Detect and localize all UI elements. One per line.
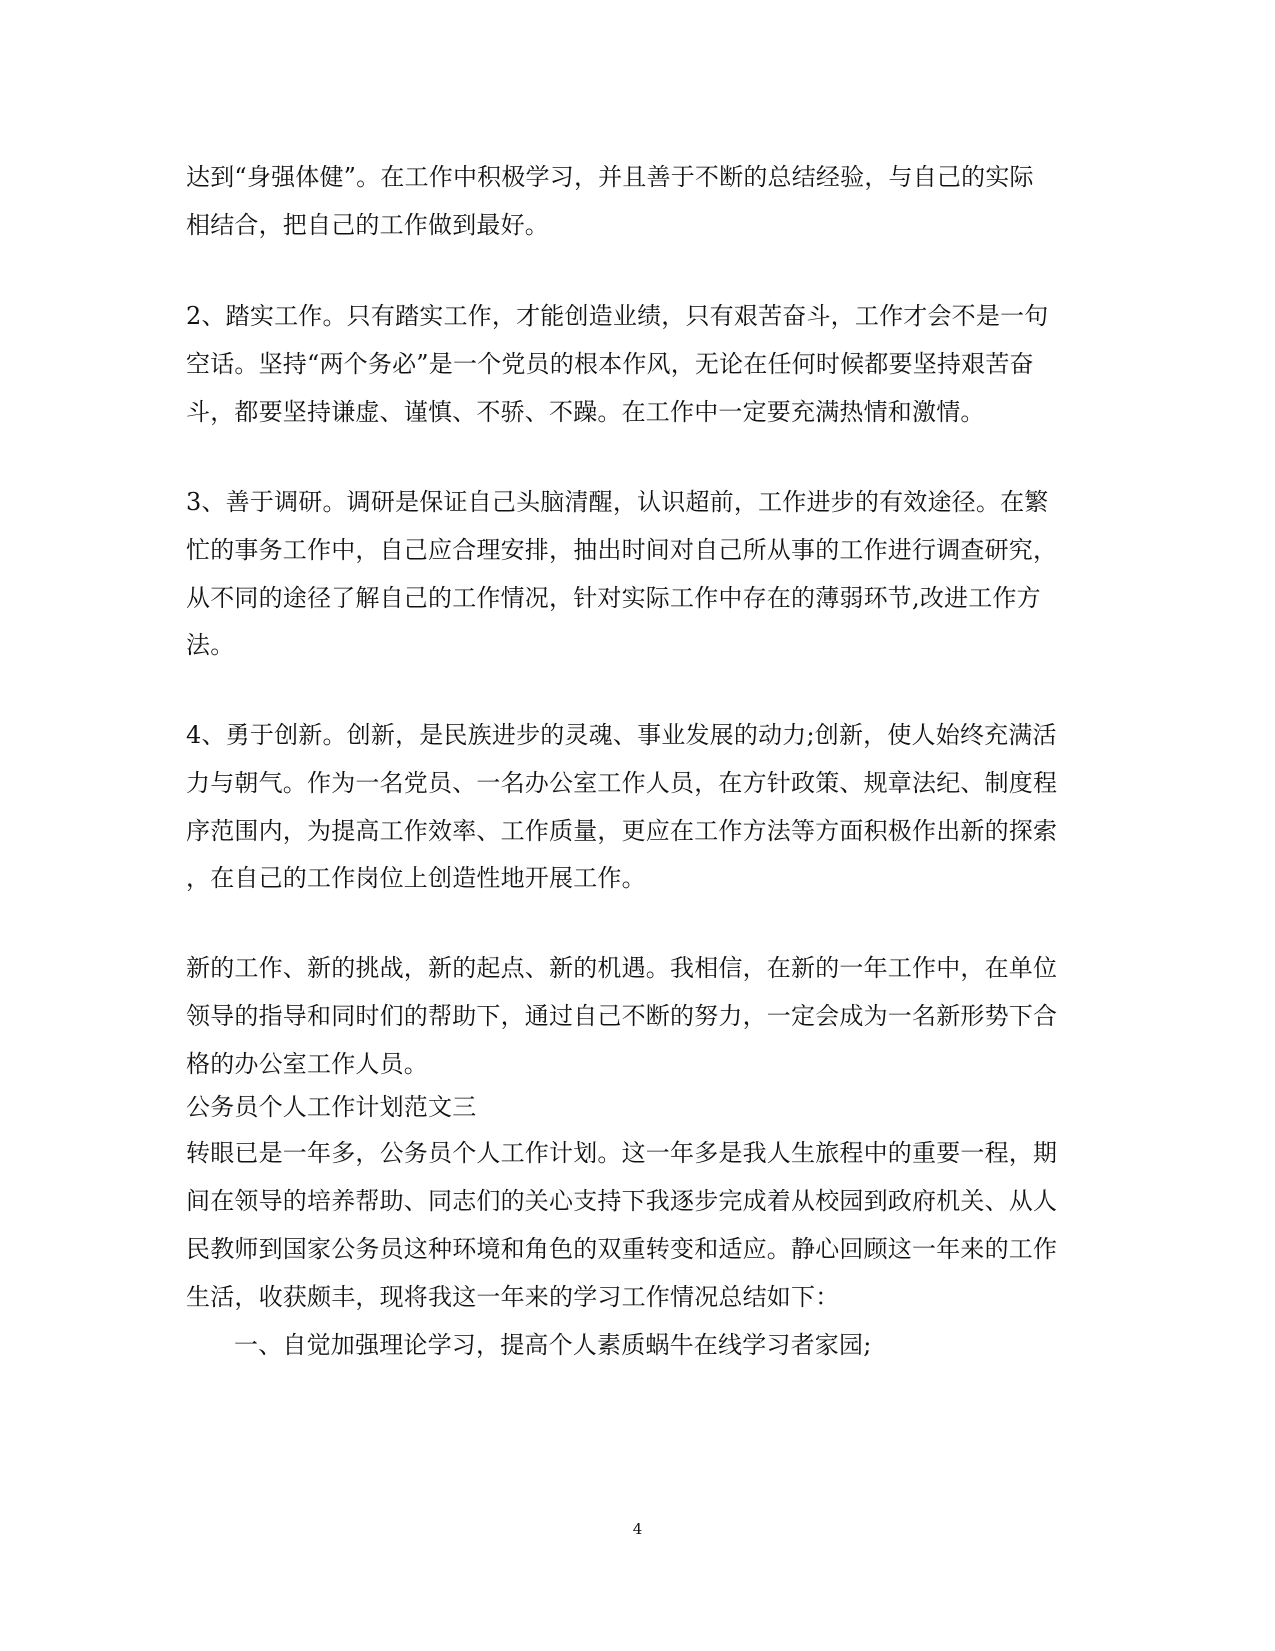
text-line: 领导的指导和同时们的帮助下，通过自己不断的努力，一定会成为一名新形势下合: [186, 1002, 1058, 1030]
text-line: 序范围内，为提高工作效率、工作质量，更应在工作方法等方面积极作出新的探索: [186, 817, 1058, 845]
section-title: 公务员个人工作计划范文三: [186, 1093, 477, 1121]
text-line: 3、善于调研。调研是保证自己头脑清醒，认识超前，工作进步的有效途径。在繁: [186, 488, 1049, 516]
text-line: 新的工作、新的挑战，新的起点、新的机遇。我相信，在新的一年工作中，在单位: [186, 954, 1058, 982]
text-line: 力与朝气。作为一名党员、一名办公室工作人员，在方针政策、规章法纪、制度程: [186, 769, 1058, 797]
text-line: 空话。坚持“两个务必”是一个党员的根本作风，无论在任何时候都要坚持艰苦奋: [186, 350, 1034, 378]
text-line: 达到“身强体健”。在工作中积极学习，并且善于不断的总结经验，与自己的实际: [186, 163, 1034, 191]
text-line: 相结合，把自己的工作做到最好。: [186, 211, 549, 239]
text-line: 法。: [186, 631, 235, 659]
subheading-line: 一、自觉加强理论学习，提高个人素质蜗牛在线学习者家园;: [234, 1331, 872, 1359]
text-line: 斗，都要坚持谦虚、谨慎、不骄、不躁。在工作中一定要充满热情和激情。: [186, 398, 985, 426]
text-line: 民教师到国家公务员这种环境和角色的双重转变和适应。静心回顾这一年来的工作: [186, 1235, 1058, 1263]
text-line: 格的办公室工作人员。: [186, 1050, 428, 1078]
text-line: 生活，收获颇丰，现将我这一年来的学习工作情况总结如下：: [186, 1283, 840, 1311]
text-line: 2、踏实工作。只有踏实工作，才能创造业绩，只有艰苦奋斗，工作才会不是一句: [186, 302, 1049, 330]
text-line: 4、勇于创新。创新，是民族进步的灵魂、事业发展的动力;创新，使人始终充满活: [186, 721, 1057, 749]
text-line: 忙的事务工作中，自己应合理安排，抽出时间对自己所从事的工作进行调查研究，: [186, 536, 1058, 564]
text-line: ，在自己的工作岗位上创造性地开展工作。: [186, 864, 646, 892]
page-number: 4: [632, 1520, 643, 1538]
text-line: 转眼已是一年多，公务员个人工作计划。这一年多是我人生旅程中的重要一程，期: [186, 1139, 1058, 1167]
text-line: 从不同的途径了解自己的工作情况，针对实际工作中存在的薄弱环节,改进工作方: [186, 584, 1041, 612]
text-line: 间在领导的培养帮助、同志们的关心支持下我逐步完成着从校园到政府机关、从人: [186, 1187, 1058, 1215]
